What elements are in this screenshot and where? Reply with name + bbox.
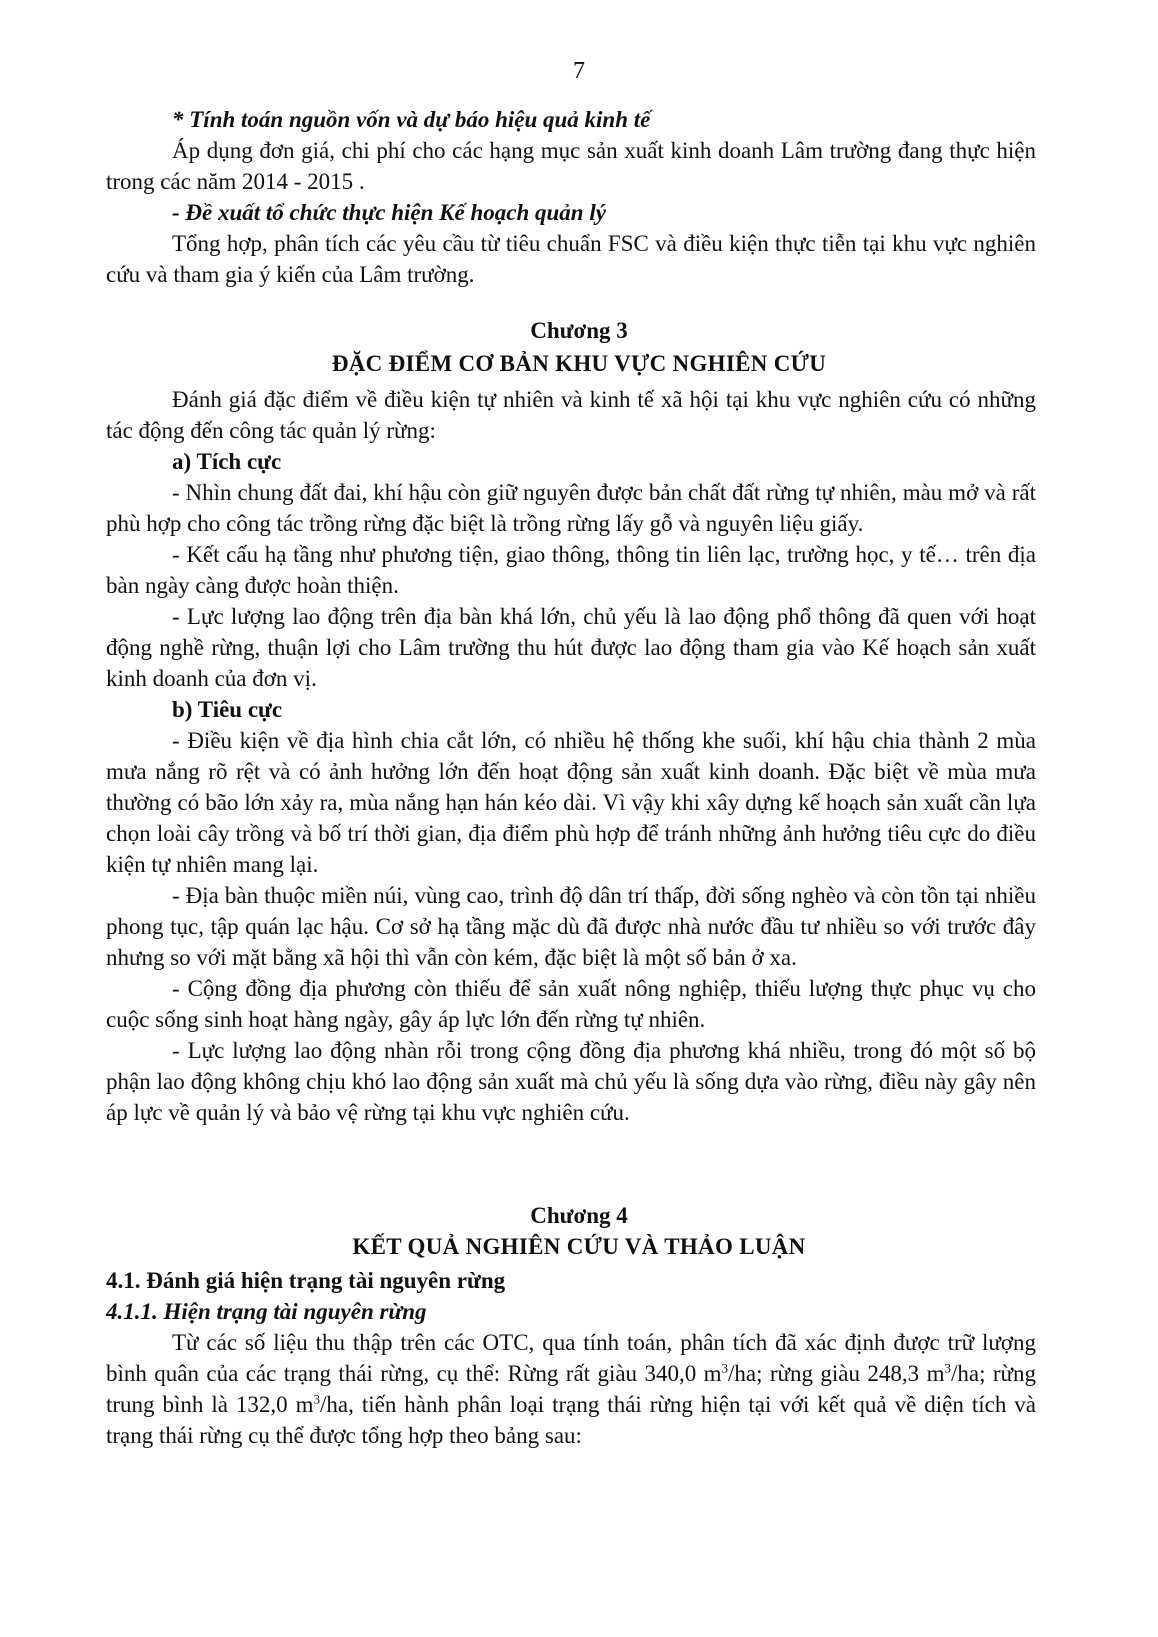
negative-item: - Lực lượng lao động nhàn rỗi trong cộng đồng địa phương khá nhiều, trong đó một số bộ phận lao động không chịu khó lao động sản xuất mà chủ yếu là sống dựa vào rừng, điều này gây nên áp lực về quản lý và bảo vệ rừng tại khu vực nghiên cứu. bbox=[106, 1038, 1036, 1125]
negative-item: - Điều kiện về địa hình chia cắt lớn, có nhiều hệ thống khe suối, khí hậu chia thành 2 mùa mưa nắng rõ rệt và có ảnh hưởng lớn đến hoạt động sản xuất kinh doanh. Đặc biệt về mùa mưa thường có bão lớn xảy ra, mùa nắng hạn hán kéo dài. Vì vậy khi xây dựng kế hoạch sản xuất cần lựa chọn loài cây trồng và bố trí thời gian, địa điểm phù hợp để tránh những ảnh hưởng tiêu cực do điều kiện tự nhiên mang lại. bbox=[106, 728, 1036, 877]
negative-item: - Cộng đồng địa phương còn thiếu để sản xuất nông nghiệp, thiếu lượng thực phục vụ cho cuộc sống sinh hoạt hàng ngày, gây áp lực lớn đến rừng tự nhiên. bbox=[106, 976, 1036, 1032]
positive-item: - Nhìn chung đất đai, khí hậu còn giữ nguyên được bản chất đất rừng tự nhiên, màu mở và rất phù hợp cho công tác trồng rừng đặc biệt là trồng rừng lấy gỗ và nguyên liệu giấy. bbox=[106, 480, 1036, 536]
positive-item: - Lực lượng lao động trên địa bàn khá lớn, chủ yếu là lao động phổ thông đã quen với hoạt động nghề rừng, thuận lợi cho Lâm trường thu hút được lao động tham gia vào Kế hoạch sản xuất kinh doanh của đơn vị. bbox=[106, 604, 1036, 691]
negative-item: - Địa bàn thuộc miền núi, vùng cao, trình độ dân trí thấp, đời sống nghèo và còn tồn tại nhiều phong tục, tập quán lạc hậu. Cơ sở hạ tầng mặc dù đã được nhà nước đầu tư nhiều so với trước đây nhưng so với mặt bằng xã hội thì vẫn còn kém, đặc biệt là một số bản ở xa. bbox=[106, 883, 1036, 970]
finance-text: Áp dụng đơn giá, chi phí cho các hạng mục sản xuất kinh doanh Lâm trường đang thực hiện trong các năm 2014 - 2015 . bbox=[106, 138, 1036, 194]
chapter3-title: ĐẶC ĐIỂM CƠ BẢN KHU VỰC NGHIÊN CỨU bbox=[331, 351, 827, 376]
chapter3-number: Chương 3 bbox=[530, 318, 628, 343]
superscript: 3 bbox=[313, 1391, 321, 1407]
paragraph-text: Từ các số liệu thu thập trên các OTC, qua tính toán, phân tích đã xác định được trữ lượng bình quân của các trạng thái rừng, cụ thể: Rừng rất giàu 340,0 m bbox=[106, 1330, 1036, 1386]
subsection-4-1-1-heading: 4.1.1. Hiện trạng tài nguyên rừng bbox=[106, 1299, 427, 1324]
chapter4-number: Chương 4 bbox=[530, 1203, 628, 1228]
section-4-1-heading: 4.1. Đánh giá hiện trạng tài nguyên rừng bbox=[106, 1268, 506, 1293]
chapter4-paragraph bbox=[106, 1327, 1036, 1451]
finance-heading: * Tính toán nguồn vốn và dự báo hiệu quả kinh tế bbox=[172, 107, 651, 132]
paragraph-text: /ha, tiến hành phân loại trạng thái rừng hiện tại với kết quả về diện tích và trạng thái rừng cụ thể được tổng hợp theo bảng sau: bbox=[106, 1392, 1036, 1448]
superscript: 3 bbox=[944, 1360, 951, 1376]
proposal-text: Tổng hợp, phân tích các yêu cầu từ tiêu chuẩn FSC và điều kiện thực tiễn tại khu vực nghiên cứu và tham gia ý kiến của Lâm trường. bbox=[106, 231, 1036, 287]
paragraph-text: /ha; rừng giàu 248,3 m bbox=[728, 1361, 945, 1386]
negative-heading: b) Tiêu cực bbox=[172, 697, 283, 722]
page-number: 7 bbox=[573, 58, 585, 84]
chapter4-title: KẾT QUẢ NGHIÊN CỨU VÀ THẢO LUẬN bbox=[352, 1234, 806, 1259]
positive-heading: a) Tích cực bbox=[172, 449, 282, 474]
chapter3-intro: Đánh giá đặc điểm về điều kiện tự nhiên và kinh tế xã hội tại khu vực nghiên cứu có những tác động đến công tác quản lý rừng: bbox=[106, 387, 1036, 443]
positive-item: - Kết cấu hạ tầng như phương tiện, giao thông, thông tin liên lạc, trường học, y tế… trên địa bàn ngày càng được hoàn thiện. bbox=[106, 542, 1036, 598]
paragraph-text: /ha; rừng trung bình là 132,0 m bbox=[106, 1361, 1036, 1417]
superscript: 3 bbox=[721, 1360, 728, 1376]
proposal-heading: - Đề xuất tổ chức thực hiện Kế hoạch quản lý bbox=[172, 200, 606, 225]
